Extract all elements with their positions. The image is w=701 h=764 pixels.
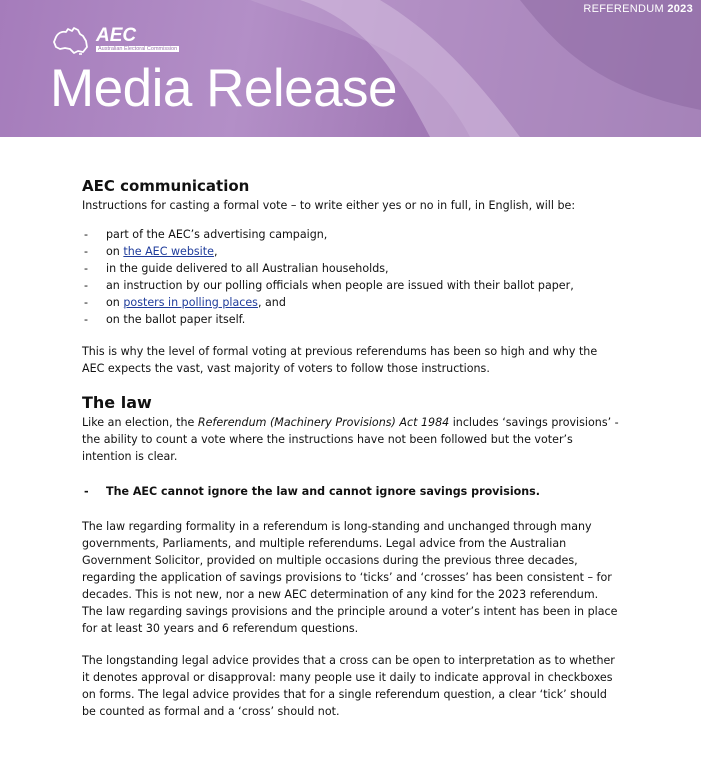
tag-prefix: REFERENDUM	[583, 3, 664, 15]
list-item: - in the guide delivered to all Australian households,	[82, 260, 622, 277]
tag-year: 2023	[667, 3, 693, 15]
savings-provisions-point: - The AEC cannot ignore the law and cannot ignore savings provisions.	[82, 483, 622, 500]
formal-voting-paragraph: This is why the level of formal voting at previous referendums has been so high and why the AEC expects the vast, vast majority of voters to follow those instructions.	[82, 345, 598, 375]
page-title: Media Release	[50, 59, 398, 118]
list-item: - on the AEC website,	[82, 243, 622, 260]
section-heading-communication: AEC communication	[82, 177, 250, 195]
list-item: - on posters in polling places, and	[82, 294, 622, 311]
logo-text	[96, 27, 179, 52]
law-paragraph-1: Like an election, the Referendum (Machinery Provisions) Act 1984 includes ‘savings provisions’ - the ability to count a vote where the instructions have not been followed but the voter’s intention is clear.	[82, 416, 619, 463]
list-item: - an instruction by our polling officials when people are issued with their ballot paper,	[82, 277, 622, 294]
australia-map-icon	[52, 27, 92, 55]
section-heading-law: The law	[82, 393, 152, 412]
header-banner	[0, 0, 701, 137]
communication-intro: Instructions for casting a formal vote – to write either yes or no in full, in English, will be:	[82, 199, 576, 212]
logo-abbreviation: AEC	[96, 25, 137, 46]
law-paragraph-3: The longstanding legal advice provides that a cross can be open to interpretation as to whether it denotes approval or disapproval: many people use it daily to indicate approval in checkboxes on forms. The legal advice provides that for a single referendum question, a clear ‘tick’ should be counted as formal and a ‘cross’ should not.	[82, 654, 615, 718]
act-title: Referendum (Machinery Provisions) Act 1984	[197, 416, 450, 429]
document-body	[82, 175, 622, 720]
list-item: - part of the AEC’s advertising campaign,	[82, 226, 622, 243]
aec-logo	[52, 27, 179, 55]
polling-posters-link[interactable]: posters in polling places	[123, 296, 258, 309]
law-paragraph-2: The law regarding formality in a referendum is long-standing and unchanged through many governments, Parliaments, and multiple referendums. Legal advice from the Australian Government Solicitor, provided on multiple occasions during the previous three decades, regarding the application of savings provisions to ‘ticks’ and ‘crosses’ has been consistent – for decades. This is not new, nor a new AEC determination of any kind for the 2023 referendum. The law regarding savings provisions and the principle around a voter’s intent has been in place for at least 30 years and 6 referendum questions.	[82, 520, 618, 635]
logo-full-name: Australian Electoral Commission	[98, 46, 178, 52]
instructions-list	[82, 226, 622, 328]
referendum-tag	[583, 3, 693, 15]
list-item: - on the ballot paper itself.	[82, 311, 622, 328]
aec-website-link[interactable]: the AEC website	[123, 245, 214, 258]
